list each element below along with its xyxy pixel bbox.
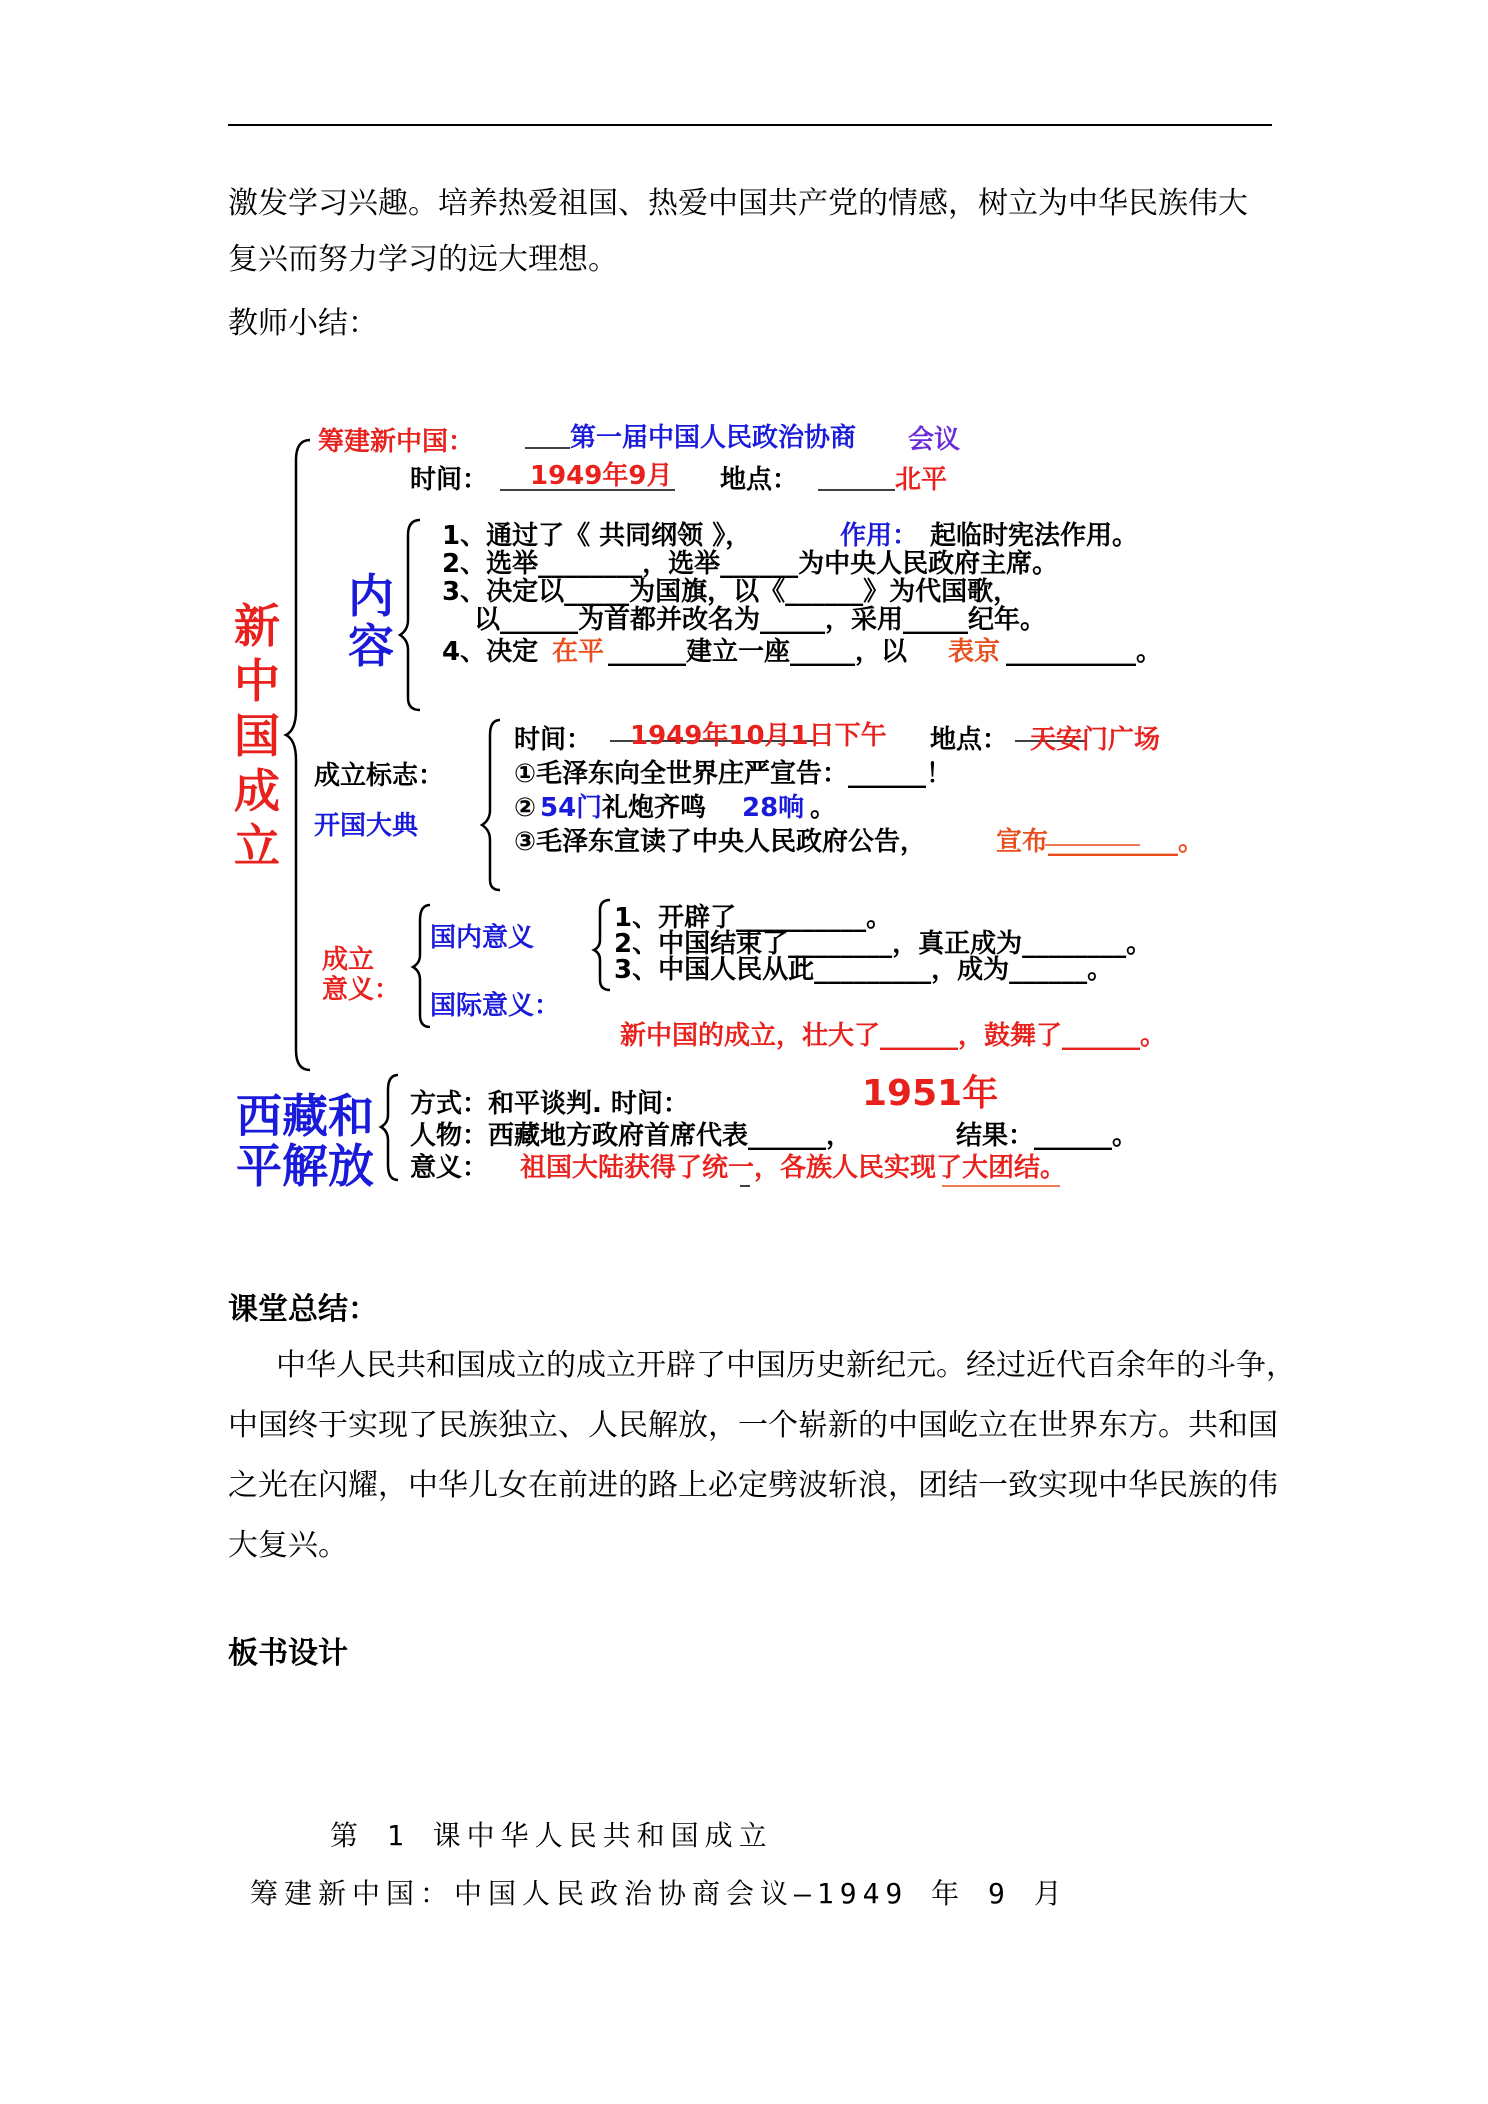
content-item-1c: 起临时宪法作用。 (930, 521, 1139, 551)
main-title-3: 国 (234, 709, 280, 763)
prep-place-label: 地点： (720, 465, 799, 495)
tibet-method: 和平谈判 (488, 1089, 593, 1119)
content-item-4a: 4、决定 (442, 637, 539, 667)
content-item-1a: 1、通过了《 共同纲领 》， (442, 521, 752, 551)
founding-item-3a: ③毛泽东宣读了中央人民政府公告， (514, 827, 927, 857)
tibet-meaning-label: 意义： (410, 1153, 489, 1183)
founding-place-label: 地点： (930, 725, 1009, 755)
tibet-time-label: . 时间： (592, 1089, 689, 1119)
content-item-4c: __________。 (1006, 637, 1163, 667)
summary-diagram (230, 410, 1330, 1210)
board-heading: 板书设计 (228, 1636, 348, 1671)
prep-place-answer: 北平 (895, 465, 948, 495)
class-summary-line-1: 中华人民共和国成立的成立开辟了中国历史新纪元。经过近代百余年的斗争， (276, 1348, 1296, 1383)
main-title-1: 新 (234, 599, 280, 653)
content-label-2: 容 (348, 619, 394, 673)
founding-item-3b: 宣布__________。 (996, 827, 1205, 857)
class-summary-line-2: 中国终于实现了民族独立、人民解放，一个崭新的中国屹立在世界东方。共和国 (228, 1408, 1278, 1443)
founding-item-2c: 礼炮齐鸣 (602, 793, 707, 823)
founding-place-answer: 天安门广场 (1030, 725, 1161, 755)
prep-time-answer: 1949年9月 (530, 461, 673, 491)
prep-answer-a: 第一届中国人民政治协商 (570, 423, 857, 453)
main-title-4: 成 (234, 764, 280, 818)
significance-intl-text: 新中国的成立，壮大了______，鼓舞了______。 (620, 1021, 1167, 1051)
significance-domestic: 国内意义 (430, 923, 535, 953)
tibet-person: 西藏地方政府首席代表______， (488, 1121, 853, 1151)
main-title-5: 立 (234, 819, 280, 873)
tibet-title-2: 平解放 (236, 1139, 374, 1193)
content-item-4b: ______建立一座_____，以 (608, 637, 908, 667)
significance-label-b: 意义： (322, 975, 401, 1005)
tibet-person-label: 人物： (410, 1121, 489, 1151)
founding-item-2d: 28响 (742, 793, 805, 823)
content-item-4-red1: 在平 (552, 637, 605, 667)
significance-label-a: 成立 (322, 945, 375, 975)
significance-item-1: 1、开辟了__________。 (614, 903, 893, 933)
content-label-1: 内 (348, 569, 394, 623)
tibet-time-answer: 1951年 (862, 1073, 999, 1114)
intro-line-2: 复兴而努力学习的远大理想。 (228, 242, 618, 277)
header-rule (228, 124, 1272, 126)
founding-item-1: ①毛泽东向全世界庄严宣告：______！ (514, 759, 953, 789)
founding-label: 成立标志： (314, 761, 445, 791)
prep-label: 筹建新中国： (318, 427, 475, 457)
tibet-meaning: 祖国大陆获得了统一，各族人民实现了大团结。 (520, 1153, 1067, 1183)
content-item-3a: 3、决定以_____为国旗，以《______》为代国歌， (442, 577, 1020, 607)
significance-item-3: 3、中国人民从此_________，成为______。 (614, 955, 1114, 985)
founding-time-answer: 1949年10月1日下午 (630, 721, 887, 751)
class-summary-line-3: 之光在闪耀，中华儿女在前进的路上必定劈波斩浪，团结一致实现中华民族的伟 (228, 1468, 1278, 1503)
founding-item-2e: 。 (810, 793, 837, 823)
tibet-title-1: 西藏和 (236, 1089, 374, 1143)
intro-line-1: 激发学习兴趣。培养热爱祖国、热爱中国共产党的情感，树立为中华民族伟大 (228, 186, 1248, 221)
founding-ceremony: 开国大典 (314, 811, 419, 841)
class-summary-heading: 课堂总结： (228, 1292, 378, 1327)
significance-item-2: 2、中国结束了________，真正成为________。 (614, 929, 1153, 959)
founding-item-2b: 54门 (540, 793, 603, 823)
class-summary-line-4: 大复兴。 (228, 1528, 348, 1563)
tibet-method-label: 方式： (410, 1089, 489, 1119)
main-title-2: 中 (234, 654, 280, 708)
teacher-summary-label: 教师小结： (228, 306, 378, 341)
content-item-3b: 以______为首都并改名为_____，采用_____纪年。 (474, 605, 1047, 635)
founding-time-label: 时间： (514, 725, 593, 755)
prep-answer-b: 会议 (908, 425, 961, 455)
founding-item-2a: ② (514, 793, 537, 823)
prep-time-label: 时间： (410, 465, 489, 495)
board-line-1: 筹建新中国：中国人民政治协商会议—1949 年 9 月 (250, 1877, 1068, 1910)
board-title: 第 1 课中华人民共和国成立 (330, 1819, 773, 1852)
content-item-2: 2、选举________，选举______为中央人民政府主席。 (442, 549, 1059, 579)
content-item-4-red2: 表京 (948, 637, 1001, 667)
content-item-1b: 作用： (840, 521, 919, 551)
tibet-result: 结果：______。 (956, 1121, 1139, 1151)
significance-international: 国际意义： (430, 991, 561, 1021)
